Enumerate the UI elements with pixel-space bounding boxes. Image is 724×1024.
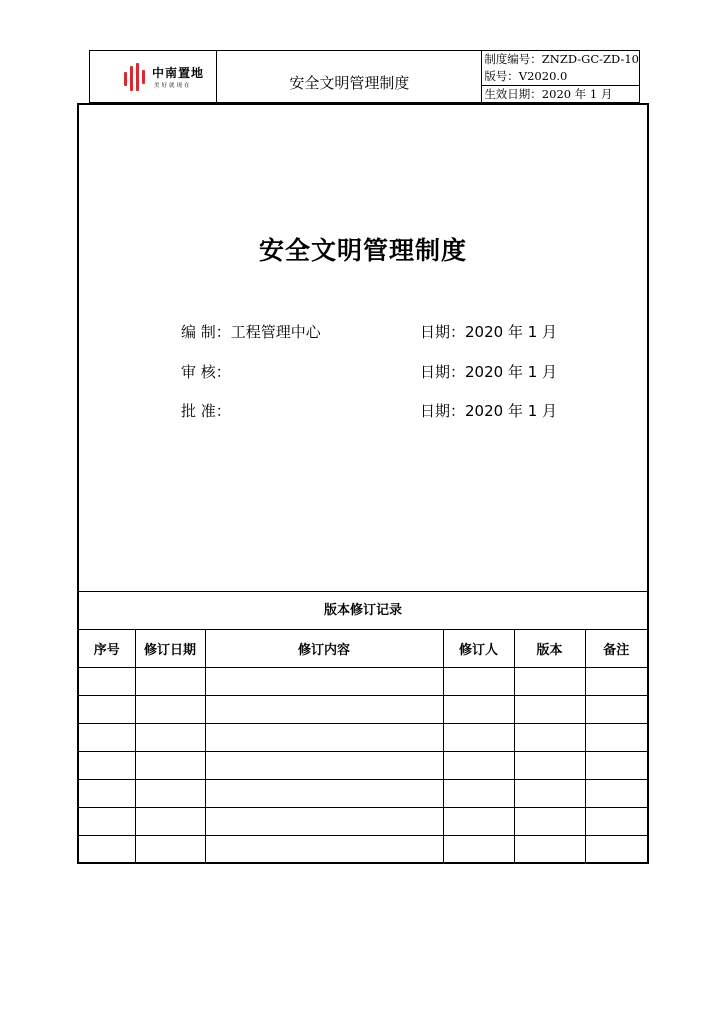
table-row (79, 668, 647, 696)
logo-name: 中南置地 (152, 66, 205, 80)
signoff-date: 日期：2020 年 1 月 (420, 363, 558, 381)
revision-table (79, 629, 647, 863)
table-cell (443, 724, 514, 752)
table-cell (585, 724, 647, 752)
signoff-label: 编 制： (181, 323, 231, 341)
page-title: 安全文明管理制度 (258, 236, 467, 265)
table-row (79, 724, 647, 752)
table-cell (135, 752, 205, 780)
table-cell (79, 668, 135, 696)
col-header: 序号 (79, 630, 135, 668)
signoff-prepared (181, 321, 321, 342)
table-row (79, 808, 647, 836)
logo-tagline: 美好就现在 (154, 83, 192, 89)
col-header: 修订人 (443, 630, 514, 668)
company-logo (90, 51, 217, 102)
table-cell (585, 668, 647, 696)
table-cell (514, 696, 585, 724)
table-cell (514, 836, 585, 864)
table-row (79, 752, 647, 780)
table-cell (79, 780, 135, 808)
table-cell (514, 724, 585, 752)
table-cell (135, 696, 205, 724)
signoff-label: 批 准： (181, 402, 231, 420)
table-cell (443, 752, 514, 780)
revision-title: 版本修订记录 (79, 591, 647, 629)
header-title: 安全文明管理制度 (217, 51, 482, 102)
signoff-value: 工程管理中心 (230, 323, 321, 341)
table-cell (135, 668, 205, 696)
header-meta (482, 51, 639, 102)
table-cell (585, 780, 647, 808)
table-cell (443, 696, 514, 724)
col-header: 版本 (514, 630, 585, 668)
table-cell (135, 836, 205, 864)
table-cell (514, 808, 585, 836)
doc-version: 版号：V2020.0 (484, 69, 568, 83)
table-cell (443, 668, 514, 696)
table-cell (79, 696, 135, 724)
table-cell (205, 752, 443, 780)
signoff-date: 日期：2020 年 1 月 (420, 323, 558, 341)
table-cell (135, 724, 205, 752)
table-row (79, 836, 647, 864)
logo-bars-icon (124, 63, 146, 91)
signoff-date: 日期：2020 年 1 月 (420, 402, 558, 420)
table-cell (443, 780, 514, 808)
table-cell (443, 836, 514, 864)
document-header (89, 50, 640, 103)
table-cell (585, 696, 647, 724)
table-cell (514, 668, 585, 696)
effective-date: 生效日期：2020 年 1 月 (482, 85, 639, 103)
table-cell (585, 836, 647, 864)
signoff-reviewed (181, 361, 231, 382)
table-cell (205, 668, 443, 696)
table-cell (135, 808, 205, 836)
table-cell (79, 752, 135, 780)
table-cell (205, 808, 443, 836)
doc-number: 制度编号：ZNZD-GC-ZD-10 (484, 52, 639, 66)
cover-frame (77, 103, 649, 864)
revision-header-row (79, 630, 647, 668)
table-cell (79, 724, 135, 752)
table-cell (205, 836, 443, 864)
table-cell (205, 780, 443, 808)
table-cell (514, 752, 585, 780)
col-header: 修订日期 (135, 630, 205, 668)
table-cell (79, 808, 135, 836)
table-cell (205, 724, 443, 752)
table-cell (79, 836, 135, 864)
col-header: 修订内容 (205, 630, 443, 668)
table-cell (135, 780, 205, 808)
col-header: 备注 (585, 630, 647, 668)
table-row (79, 696, 647, 724)
table-row (79, 780, 647, 808)
table-cell (205, 696, 443, 724)
table-cell (585, 752, 647, 780)
table-cell (585, 808, 647, 836)
table-cell (514, 780, 585, 808)
table-cell (443, 808, 514, 836)
signoff-approved (181, 400, 231, 421)
signoff-label: 审 核： (181, 363, 231, 381)
